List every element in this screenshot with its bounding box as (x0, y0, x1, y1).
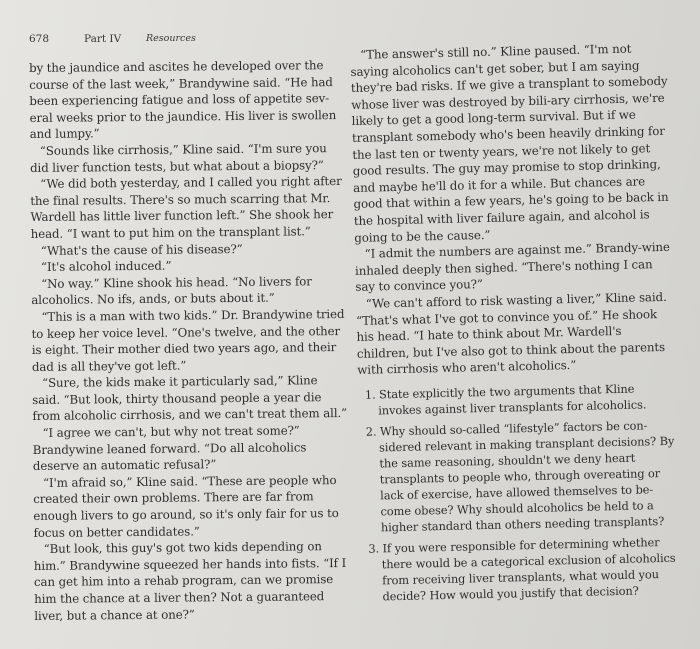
part-label: Part IV (84, 33, 122, 45)
paragraph: “This is a man with two kids.” Dr. Brandywine tried to keep her voice level. “One's twelve, and the other is eight. Their mother died two years ago, and their dad is all they've got left.” (31, 306, 345, 374)
paragraph: “I admit the numbers are against me.” Brandy-wine inhaled deeply then sighed. “There's nothing I can say to convince you?” (354, 239, 671, 295)
paragraph: “I agree we can't, but why not treat some?” Brandywine leaned forward. “Do all alcoholics deserve an automatic refusal?” (32, 423, 307, 474)
page-number: 678 (29, 33, 50, 45)
paragraph: “Sounds like cirrhosis,” Kline said. “I'm sure you did liver function tests, but what about a biopsy?” (29, 141, 327, 175)
paragraph: “I'm afraid so,” Kline said. “These are people who created their own problems. There are far from enough livers to go around, so it's only fair for us to focus on better candidates.” (33, 472, 339, 540)
paragraph: “But look, this guy's got two kids depending on him.” Brandywine squeezed her hands into fists. “If I can get him into a rehab program, can we promise him the chance at a liver then? Not a guaranteed liver, but a chance at one?” (33, 539, 347, 623)
paragraph: “What's the cause of his disease?” (40, 241, 243, 258)
section-label: Resources (146, 33, 196, 44)
question-item: 2. Why should so-called “lifestyle” factors be con-sidered relevant in making transplant decisions? By the same reasoning, shouldn't we deny heart transplants to people who, through overeating or lack of exercise, have allowed themselves to be-come obese? Why should alcoholics be held to a higher standard than others needing transplants? (365, 418, 675, 535)
paragraph: “No way.” Kline shook his head. “No livers for alcoholics. No ifs, ands, or buts about it.” (31, 274, 312, 308)
paragraph: by the jaundice and ascites he developed over the course of the last week,” Brandywine said. “He had been experiencing fatigue and loss of appetite sev-eral weeks prior to the jaundice. His liver is swollen and lumpy.” (29, 58, 337, 142)
right-column (350, 40, 681, 605)
paragraph: “We can't afford to risk wasting a liver,” Kline said. “That's what I've got to convince you of.” He shook his head. “I hate to think about Mr. Wardell's children, but I've also got to think about the parents with cirrhosis who aren't alcoholics.” (356, 289, 667, 378)
question-item: 1. State explicitly the two arguments that Kline invokes against liver transplants for alcoholics. (364, 381, 647, 418)
question-item: 3. If you were responsible for determining whether there would be a categorical exclusion of alcoholics from receiving liver transplants, what would you decide? How would you justify that decision? (368, 534, 676, 604)
paragraph: “Sure, the kids make it particularly sad,” Kline said. “But look, thirty thousand people a year die from alcoholic cirrhosis, and we can't treat them all.” (32, 373, 348, 424)
running-header (29, 33, 196, 45)
question-list (358, 380, 681, 605)
paragraph: “The answer's still no.” Kline paused. “I'm not saying alcoholics can't get sober, but I am saying they're bad risks. If we give a transplant to somebody whose liver was destroyed by bili-ary cirrhosis, we're likely to get a good long-term survival. But if we transplant somebody who's been heavily drinking for the last ten or twenty years, we're not likely to get good results. The guy may promise to stop drinking, and maybe he'll do it for a while. But chances are good that within a few years, he's going to be back in the hospital with liver failure again, and alcohol is going to be the cause.” (350, 41, 669, 245)
paragraph: “We did both yesterday, and I called you right after the final results. There's so much scarring that Mr. Wardell has little liver function left.” She shook her head. “I want to put him on the transplant list.” (30, 174, 342, 241)
paragraph: “It's alcohol induced.” (40, 258, 172, 275)
left-column (29, 57, 349, 624)
